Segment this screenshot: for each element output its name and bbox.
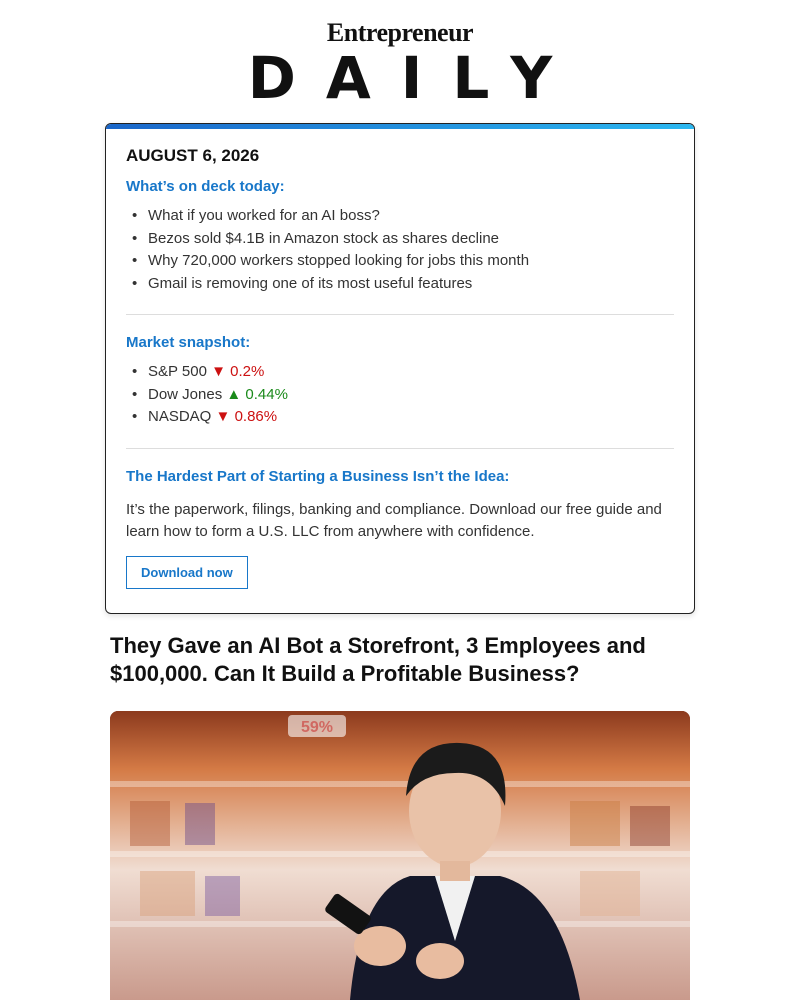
newsletter-title: DAILY xyxy=(247,44,583,112)
divider xyxy=(126,448,674,449)
promo-heading[interactable]: The Hardest Part of Starting a Business Isn’t the Idea: xyxy=(126,467,510,485)
summary-card xyxy=(105,123,695,614)
download-button[interactable]: Download now xyxy=(126,556,248,589)
masthead xyxy=(0,0,800,120)
promo-body: It’s the paperwork, filings, banking and compliance. Download our free guide and learn how to form a U.S. LLC from anywhere with confidence. xyxy=(126,500,662,540)
divider xyxy=(126,314,674,315)
price-tag-text: 59% xyxy=(300,719,334,736)
brand-logo[interactable]: Entrepreneur xyxy=(326,18,474,47)
down-arrow-icon: ▼ xyxy=(211,363,226,380)
market-change: 0.86% xyxy=(234,408,278,425)
market-name: NASDAQ xyxy=(148,408,212,425)
article-hero-image[interactable] xyxy=(110,711,690,1000)
issue-date: AUGUST 6, 2026 xyxy=(126,146,260,165)
up-arrow-icon: ▲ xyxy=(226,385,242,403)
article-headline[interactable]: They Gave an AI Bot a Storefront, 3 Employees and $100,000. Can It Build a Profitable Business? xyxy=(110,633,646,686)
list-item[interactable]: • What if you worked for an AI boss? xyxy=(126,205,674,228)
deck-heading: What’s on deck today: xyxy=(126,178,285,195)
list-item[interactable]: • Bezos sold $4.1B in Amazon stock as shares decline xyxy=(126,228,674,251)
market-change: 0.2% xyxy=(230,363,265,380)
hero-illustration xyxy=(110,711,690,1000)
list-item[interactable]: • Gmail is removing one of its most useful features xyxy=(126,273,674,296)
market-change: 0.44% xyxy=(245,385,288,403)
market-heading: Market snapshot: xyxy=(126,334,251,351)
market-name: Dow Jones xyxy=(148,385,223,403)
card-accent-bar xyxy=(106,124,694,129)
down-arrow-icon: ▼ xyxy=(215,408,231,425)
deck-list xyxy=(126,205,674,295)
market-item-sp500 xyxy=(126,361,674,384)
market-list xyxy=(126,361,674,429)
market-item-nasdaq xyxy=(126,406,674,429)
list-item[interactable]: • Why 720,000 workers stopped looking for jobs this month xyxy=(126,250,674,273)
market-name: S&P 500 xyxy=(148,363,207,380)
market-item-dow xyxy=(126,384,674,407)
